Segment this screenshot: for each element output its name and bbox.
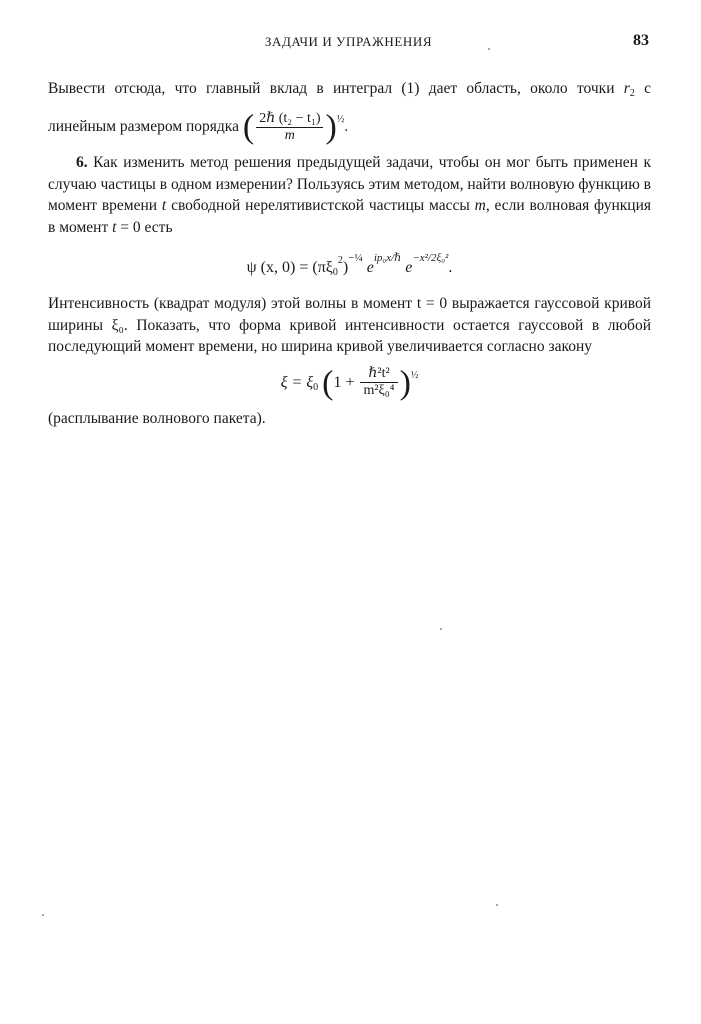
problem-number: 6. [76, 154, 88, 172]
scan-speck [42, 914, 44, 916]
scan-speck [496, 904, 498, 906]
formula2-lhs: ξ = ξ [280, 373, 314, 391]
size-fraction-numerator: 2ℏ (t₂ − t₁) [256, 111, 323, 128]
running-head: ЗАДАЧИ И УПРАЖНЕНИЯ [264, 34, 433, 49]
problem6-text-b: свободной нерелятивистской частицы массы [166, 197, 475, 215]
r-variable: r [623, 80, 630, 97]
page-number: 83 [633, 32, 649, 49]
formula1-base-exp: −¼ [348, 252, 363, 265]
scan-speck [488, 48, 490, 50]
closing-line: (расплывание волнового пакета). [48, 409, 266, 427]
formula1-base-sup: 2 [337, 255, 343, 267]
wavefunction-formula [48, 246, 651, 285]
problem6-text-a: Как изменить метод решения предыдущей задачи, чтобы он мог быть применен к случаю частицы в одном измерении? Пользуясь этим методом, найти волновую функцию в момент времени [48, 154, 651, 215]
formula2-left-paren: ( [322, 363, 334, 401]
body-text [48, 76, 651, 429]
problem-6 [48, 152, 651, 238]
formula1-base: (πξ [312, 259, 333, 277]
size-formula [242, 108, 349, 146]
para1-text-b: с линейным размером порядка [48, 80, 651, 135]
formula2-fraction [360, 366, 397, 399]
formula2-numerator: ℏ²t² [360, 366, 397, 383]
t-variable: t [161, 197, 167, 215]
formula2-right-paren: ) [399, 363, 411, 401]
r-subscript: 2 [629, 88, 635, 99]
formula2-lhs-sub: 0 [313, 381, 319, 393]
formula2-power: ½ [410, 369, 419, 381]
page-header [48, 34, 649, 56]
formula1-e1: e [362, 259, 374, 277]
formula1-lhs: ψ (x, 0) = [246, 259, 313, 277]
formula2-one-plus: 1 + [333, 373, 359, 391]
formula2-denominator: m²ξ₀⁴ [363, 383, 395, 399]
scan-speck [440, 628, 442, 630]
size-formula-end: . [344, 119, 349, 135]
formula1-e1-exp: ip₀x/ℏ [373, 252, 402, 265]
m-variable: m [474, 197, 486, 215]
formula1-e2-exp: −x²/2ξ₀² [412, 252, 449, 265]
problem6-text-d: = 0 есть [116, 218, 173, 236]
size-fraction-denominator: m [284, 128, 295, 144]
formula1-e2: e [401, 259, 413, 277]
formula1-base-close: ) [342, 259, 349, 277]
para1-text-a: Вывести отсюда, что главный вклад в интеграл (1) дает область, около точки [48, 80, 624, 97]
t-variable-2: t [112, 218, 117, 236]
paragraph-1 [48, 76, 651, 144]
paragraph-2: Интенсивность (квадрат модуля) этой волны в момент t = 0 выражается гауссовой кривой ширины ξ₀. Показать, что форма кривой интенсивности остается гауссовой в любой последующий момент времени, но ширина кривой увеличивается согласно закону [48, 295, 651, 356]
formula1-base-sub: 0 [332, 267, 338, 279]
width-formula [48, 364, 651, 400]
right-paren: ) [325, 108, 337, 146]
size-power: ½ [336, 114, 345, 125]
size-fraction [256, 111, 323, 144]
formula1-end: . [448, 259, 453, 277]
left-paren: ( [242, 108, 255, 146]
problem6-text-c: , если волновая функция в момент [48, 197, 651, 236]
